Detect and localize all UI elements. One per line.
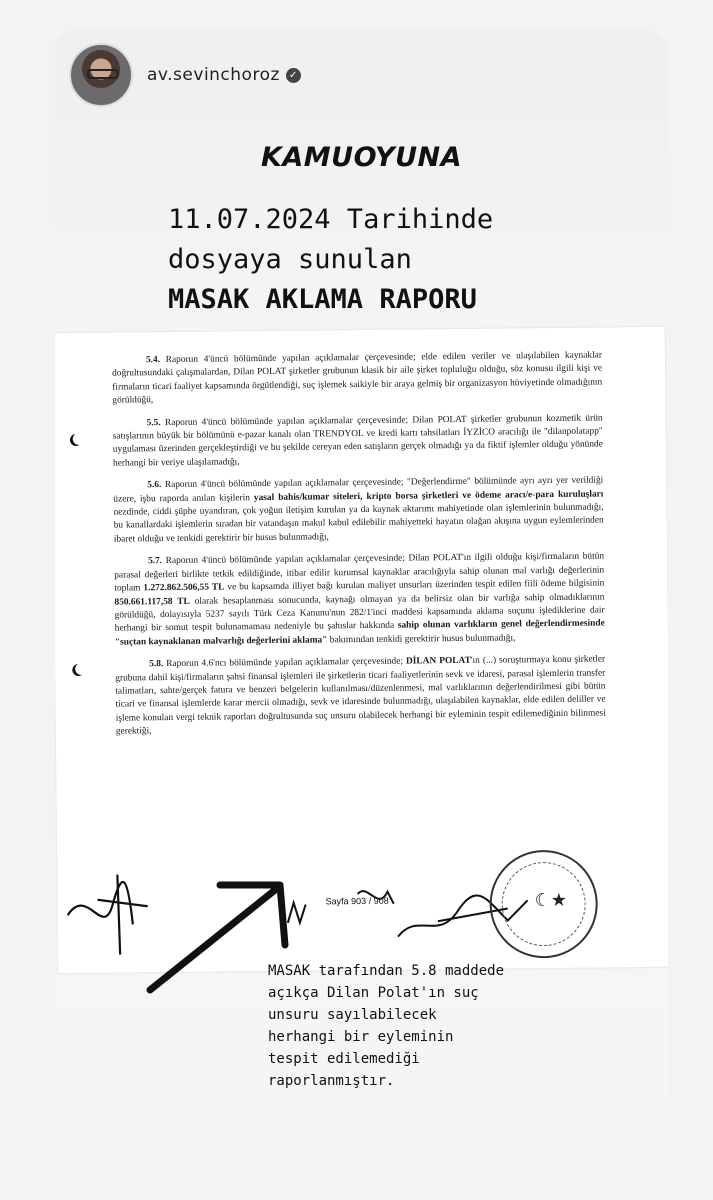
note-line: unsuru sayılabilecek bbox=[268, 1007, 437, 1023]
paragraph-number: 5.7. bbox=[148, 556, 163, 567]
headline-line: MASAK AKLAMA RAPORU bbox=[168, 284, 477, 315]
paragraph-bold-text: yasal bahis/kumar siteleri, kripto borsa şirketleri ve ödeme aracı/e-para kuruluşları bbox=[253, 489, 604, 503]
paragraph-text: Raporun 4'üncü bölümünde yapılan açıklamalar çerçevesinde; elde edilen veriler ve ulaşılabilen kaynaklar doğrultusundaki çalışmalardan, Dilan POLAT şirketler grubunun klasik bir aile şirket topluluğu olduğu, söz konusu ilgili kişi ve firmaların ticari faaliyet kapsamında örgütlendiği, suç işlemek saikiyle bir araya gelmiş bir organizasyon hüviyetinde olmadığının görüldüğü, bbox=[112, 350, 603, 406]
paragraph-text: bakımından tenkidi gerektirir husus bulunmadığı, bbox=[327, 633, 516, 646]
paragraph-5-7 bbox=[114, 551, 605, 650]
paragraph-text: Raporun 4'üncü bölümünde yapılan açıklamalar çerçevesinde; "Değerlendirme" bölümünde ayrı ayrı yer verildiği üzere, işbu raporda anılan kişilerin bbox=[113, 475, 604, 505]
paragraph-bold-text: sahip olunan varlıkların genel değerlendirmesinde "suçtan kaynaklanan malvarlığı değerlerini aklama" bbox=[114, 618, 605, 648]
username[interactable]: av.sevinchoroz bbox=[147, 65, 280, 85]
note-line: raporlanmıştır. bbox=[268, 1073, 395, 1089]
paragraph-5-8 bbox=[115, 654, 606, 740]
avatar[interactable] bbox=[69, 43, 133, 107]
paragraph-text: Raporun 4'üncü bölümünde yapılan açıklamalar çerçevesinde; Dilan POLAT şirketler grubunun kozmetik ürün satışlarının büyük bir bölümünü e-pazar kanalı olan TRENDYOL ve kredi kartı tahsilatları İYZİCO aracılığı ile "dilanpolatapp" uygulaması üzerinden gerçekleştirdiği ve bu şekilde cereyan eden satışların gerçek olmadığı ya da fiktif işlemler olduğu yönünde herhangi bir veriye ulaşılamadığı, bbox=[112, 413, 603, 469]
paragraph-bold-text: DİLAN POLAT bbox=[405, 655, 471, 667]
payment-amount: 850.661.117,58 TL bbox=[114, 596, 190, 608]
avatar-glasses-icon bbox=[87, 69, 119, 79]
paragraph-text: 'ın (...) soruşturmaya konu şirketler grubuna dahil kişi/firmaların şahsi finansal işlemleri ile şirketlerin ticari faaliyetlerinin sevk ve idaresi, parasal işlemlerin transfer talimatları, sahte/gerçek fatura ve benzeri belgelerin kullanılması/düzenlenmesi, mal varlıklarının değerlendirilmesi gibi bütün ticari ve finansal işlemlerde karar mercii olmadığı, sevk ve idaresinde bulunmadığı, ulaşılabilen kaynaklar, elde edilen deliller ve işleme konulan vergi teknik raporları doğrultusunda suç unsuru olabilecek herhangi bir eyleminin tespit edilemediğinin bilinmesi gerektiği, bbox=[115, 654, 606, 737]
username-row[interactable] bbox=[147, 65, 301, 85]
paragraph-text: Raporun 4'üncü bölümünde yapılan açıklamalar çerçevesinde; Dilan POLAT'ın ilgili olduğu kişi/firmaların bütün parasal değerleri birlikte tetkik edildiğinde, itibar edilir kurumsal kaynaklar aracılığıyla sahip olunan mal varlığı değerlerinin toplam bbox=[114, 551, 605, 594]
page-number: Sayfa 903 / 908 bbox=[325, 895, 389, 907]
paragraph-text: ve bu kapsamda illiyet bağı kurulan maliyet unsurları üzerinden tespit edilen fiili ödeme bilgisinin bbox=[224, 578, 605, 593]
verified-badge-icon: ✓ bbox=[286, 68, 301, 83]
note-line: açıkça Dilan Polat'ın suç bbox=[268, 985, 479, 1001]
paragraph-text: nezdinde, ciddi şüphe uyandıran, çok yoğun iletişim kurulan ya da kaynak aktarımı mahiyetinde olan işlemlerinin bulunmadığı, bu kanallardaki işlemlerin sıradan bir vatandaşın makul kabul edilebilir mahiyetteki hayatın olağan akışına uygun eylemlerinden ibaret olduğu ve tenkidi gerektirir bir husus bulunmadığı, bbox=[113, 502, 604, 545]
paragraph-5-6 bbox=[113, 475, 604, 547]
seal-star-icon: ☾★ bbox=[534, 889, 568, 911]
binder-hole-icon bbox=[73, 661, 88, 676]
paragraph-text: olarak hesaplanması sonucunda, kaynağı olmayan ya da belirsiz olan bir varlığa sahip olmadıklarının görüldüğü, dolayısıyla 5237 sayılı Türk Ceza Kanunu'nun 282/1'inci maddesi kapsamında aklama suçunu işlediklerine dair herhangi bir somut tespit bulunamaması nedeniyle bu şahıslar hakkında bbox=[114, 591, 605, 634]
note-line: tespit edilemediği bbox=[268, 1051, 420, 1067]
binder-hole-icon bbox=[71, 431, 86, 446]
asset-total-amount: 1.272.862.506,55 TL bbox=[143, 582, 225, 594]
paragraph-5-5 bbox=[113, 412, 604, 471]
headline-line: dosyaya sunulan bbox=[168, 244, 412, 275]
official-seal bbox=[489, 850, 598, 959]
story-title: KAMUOYUNA bbox=[260, 142, 463, 173]
document-body bbox=[112, 349, 606, 748]
paragraph-number: 5.6. bbox=[147, 480, 162, 491]
headline-line: 11.07.2024 Tarihinde bbox=[168, 204, 494, 235]
headline bbox=[168, 200, 648, 320]
paragraph-number: 5.8. bbox=[149, 659, 164, 670]
story-header bbox=[69, 44, 301, 106]
annotation-note bbox=[268, 960, 638, 1092]
paragraph-5-4 bbox=[112, 349, 603, 408]
note-line: herhangi bir eyleminin bbox=[268, 1029, 454, 1045]
paragraph-text: Raporun 4.6'ncı bölümünde yapılan açıklamalar çerçevesinde; bbox=[166, 656, 407, 670]
paragraph-number: 5.4. bbox=[145, 355, 161, 366]
paragraph-number: 5.5. bbox=[146, 417, 161, 428]
note-line: MASAK tarafından 5.8 maddede bbox=[268, 963, 505, 979]
story-card bbox=[55, 30, 668, 1115]
